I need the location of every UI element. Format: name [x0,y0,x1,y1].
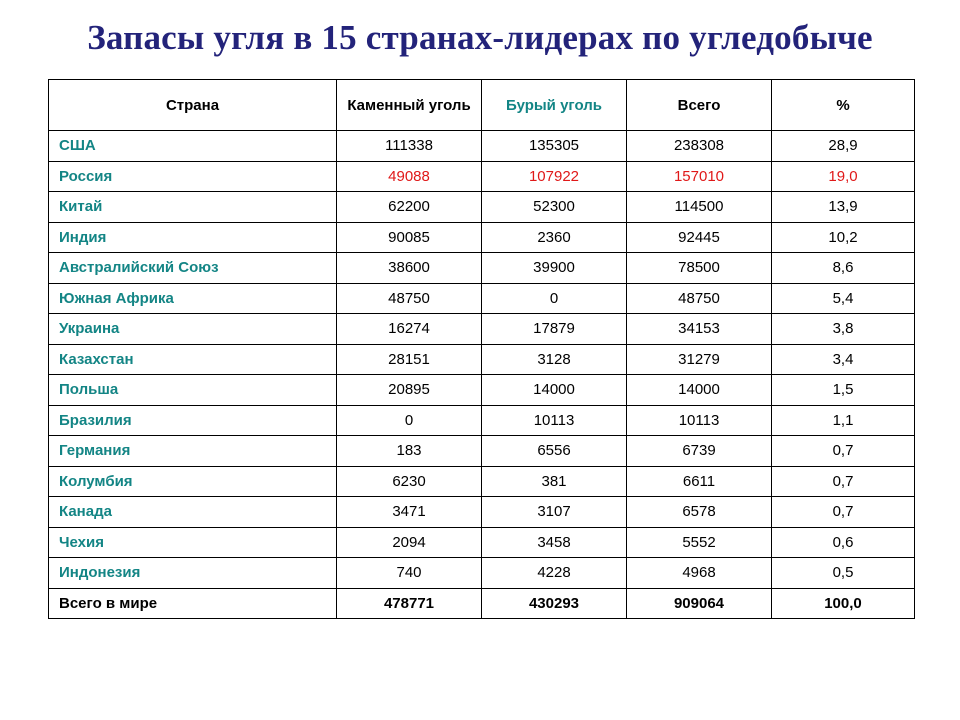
cell-country: Германия [49,436,337,467]
cell-country: Чехия [49,527,337,558]
cell-percent: 100,0 [772,588,915,619]
cell-country: Индия [49,222,337,253]
cell-hard-coal: 0 [337,405,482,436]
cell-hard-coal: 3471 [337,497,482,528]
table-row [49,192,915,223]
cell-brown-coal: 107922 [482,161,627,192]
table-row [49,405,915,436]
cell-brown-coal: 52300 [482,192,627,223]
cell-country: Австралийский Союз [49,253,337,284]
cell-country: Индонезия [49,558,337,589]
cell-hard-coal: 49088 [337,161,482,192]
cell-country: Казахстан [49,344,337,375]
cell-brown-coal: 17879 [482,314,627,345]
cell-hard-coal: 478771 [337,588,482,619]
table-header-row [49,80,915,131]
cell-percent: 0,7 [772,497,915,528]
cell-brown-coal: 430293 [482,588,627,619]
table-row [49,314,915,345]
cell-total: 34153 [627,314,772,345]
cell-hard-coal: 111338 [337,131,482,162]
cell-total: 6578 [627,497,772,528]
cell-hard-coal: 90085 [337,222,482,253]
cell-total: 6739 [627,436,772,467]
cell-country: Китай [49,192,337,223]
cell-total: 31279 [627,344,772,375]
cell-percent: 28,9 [772,131,915,162]
header-hard-coal: Каменный уголь [337,80,482,131]
table-body [49,131,915,619]
table-row [49,527,915,558]
cell-percent: 10,2 [772,222,915,253]
cell-brown-coal: 4228 [482,558,627,589]
cell-country: Украина [49,314,337,345]
cell-brown-coal: 0 [482,283,627,314]
cell-percent: 5,4 [772,283,915,314]
cell-country: США [49,131,337,162]
cell-percent: 1,5 [772,375,915,406]
cell-hard-coal: 183 [337,436,482,467]
table-row [49,283,915,314]
cell-percent: 3,4 [772,344,915,375]
cell-percent: 1,1 [772,405,915,436]
table-row [49,497,915,528]
cell-percent: 8,6 [772,253,915,284]
cell-total: 4968 [627,558,772,589]
cell-hard-coal: 20895 [337,375,482,406]
cell-brown-coal: 135305 [482,131,627,162]
table-row [49,253,915,284]
table-row [49,344,915,375]
cell-percent: 0,5 [772,558,915,589]
cell-country: Канада [49,497,337,528]
cell-hard-coal: 16274 [337,314,482,345]
cell-brown-coal: 6556 [482,436,627,467]
cell-brown-coal: 381 [482,466,627,497]
cell-total: 238308 [627,131,772,162]
cell-total: 78500 [627,253,772,284]
header-brown-coal: Бурый уголь [482,80,627,131]
cell-country: Южная Африка [49,283,337,314]
cell-hard-coal: 62200 [337,192,482,223]
table-row [49,161,915,192]
cell-total: 48750 [627,283,772,314]
cell-total: 10113 [627,405,772,436]
cell-total: 92445 [627,222,772,253]
coal-reserves-table [48,79,915,619]
cell-total: 157010 [627,161,772,192]
cell-percent: 0,7 [772,436,915,467]
cell-hard-coal: 6230 [337,466,482,497]
table-row [49,466,915,497]
cell-hard-coal: 28151 [337,344,482,375]
cell-total: 5552 [627,527,772,558]
cell-hard-coal: 48750 [337,283,482,314]
cell-brown-coal: 39900 [482,253,627,284]
cell-brown-coal: 3128 [482,344,627,375]
header-total: Всего [627,80,772,131]
table-row [49,375,915,406]
cell-country: Колумбия [49,466,337,497]
cell-country: Всего в мире [49,588,337,619]
cell-percent: 0,7 [772,466,915,497]
header-percent: % [772,80,915,131]
cell-percent: 13,9 [772,192,915,223]
header-country: Страна [49,80,337,131]
cell-total: 6611 [627,466,772,497]
cell-hard-coal: 2094 [337,527,482,558]
cell-hard-coal: 38600 [337,253,482,284]
table-row [49,222,915,253]
cell-country: Бразилия [49,405,337,436]
cell-brown-coal: 10113 [482,405,627,436]
cell-brown-coal: 14000 [482,375,627,406]
table-total-row [49,588,915,619]
cell-percent: 0,6 [772,527,915,558]
table-row [49,436,915,467]
cell-country: Россия [49,161,337,192]
cell-brown-coal: 2360 [482,222,627,253]
cell-hard-coal: 740 [337,558,482,589]
cell-brown-coal: 3107 [482,497,627,528]
cell-percent: 3,8 [772,314,915,345]
page-title: Запасы угля в 15 странах-лидерах по угледобыче [87,18,873,57]
cell-country: Польша [49,375,337,406]
cell-brown-coal: 3458 [482,527,627,558]
cell-percent: 19,0 [772,161,915,192]
table-row [49,558,915,589]
cell-total: 114500 [627,192,772,223]
table-row [49,131,915,162]
cell-total: 14000 [627,375,772,406]
cell-total: 909064 [627,588,772,619]
